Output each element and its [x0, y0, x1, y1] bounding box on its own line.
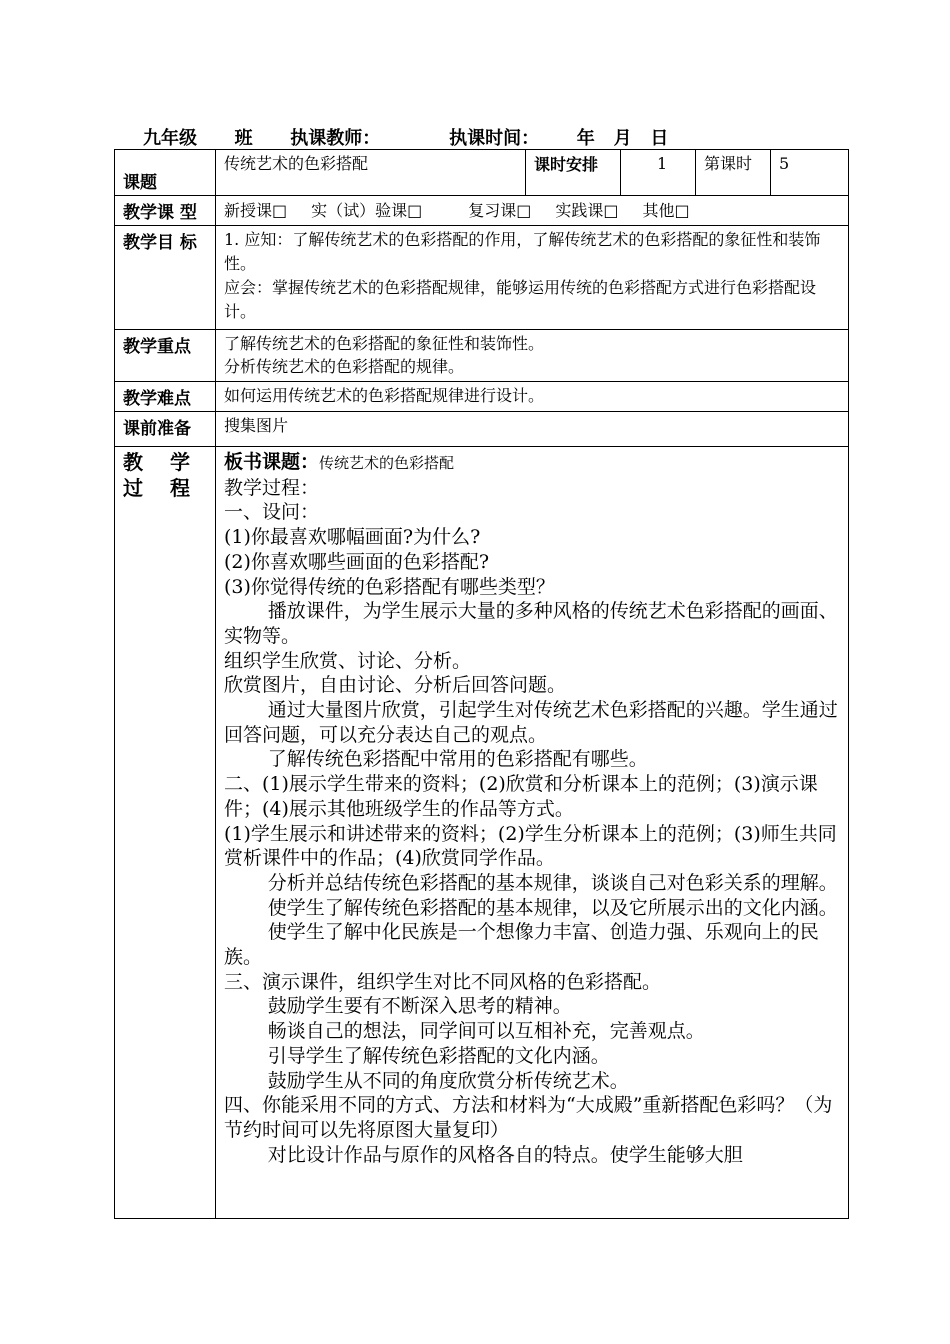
process-paragraph: 使学生了解传统色彩搭配的基本规律，以及它所展示出的文化内涵。	[267, 896, 838, 919]
lesson-plan-table	[114, 149, 849, 1219]
key-line-1: 了解传统艺术的色彩搭配的象征性和装饰性。	[224, 334, 545, 353]
type-label: 教学课 型	[115, 196, 216, 226]
type-row	[115, 196, 849, 226]
process-paragraph: 畅谈自己的想法，同学间可以互相补充，完善观点。	[267, 1020, 705, 1043]
process-paragraph: 播放课件，为学生展示大量的多种风格的传统艺术色彩搭配的画面、实物等。	[224, 600, 838, 647]
month: 月	[613, 128, 632, 149]
process-paragraph: 对比设计作品与原作的风格各自的特点。使学生能够大胆	[267, 1143, 743, 1166]
process-label: 教 学 过 程	[115, 447, 216, 1219]
process-paragraph: 三、演示课件，组织学生对比不同风格的色彩搭配。	[224, 970, 662, 993]
type-option-other[interactable]: 其他□	[642, 201, 690, 220]
difficulty-value: 如何运用传统艺术的色彩搭配规律进行设计。	[216, 382, 849, 412]
process-paragraph: 引导学生了解传统色彩搭配的文化内涵。	[267, 1044, 610, 1067]
type-option-experiment[interactable]: 实（试）验课□	[311, 201, 423, 220]
process-paragraph: 使学生了解中化民族是一个想像力丰富、创造力强、乐观向上的民族。	[224, 921, 819, 969]
teacher-label: 执课教师：	[290, 128, 381, 149]
key-row	[115, 330, 849, 382]
topic-value: 传统艺术的色彩搭配	[216, 150, 526, 196]
process-content	[216, 447, 849, 1219]
goal-label: 教学目 标	[115, 226, 216, 330]
process-paragraph: 了解传统色彩搭配中常用的色彩搭配有哪些。	[267, 748, 648, 771]
prep-label: 课前准备	[115, 412, 216, 447]
process-paragraph: 鼓励学生要有不断深入思考的精神。	[267, 995, 572, 1018]
type-option-review[interactable]: 复习课□	[468, 201, 532, 220]
process-paragraph: 二、(1)展示学生带来的资料；(2)欣赏和分析课本上的范例；(3)演示课件；(4)展示其他班级学生的作品等方式。	[224, 773, 818, 820]
type-options	[216, 196, 849, 226]
process-paragraphs	[224, 476, 842, 1168]
process-paragraph: 通过大量图片欣赏，引起学生对传统艺术色彩搭配的兴趣。学生通过回答问题，可以充分表达自己的观点。	[224, 699, 838, 746]
process-paragraph: 四、你能采用不同的方式、方法和材料为“大成殿”重新搭配色彩吗？（为节约时间可以先将原图大量复印）	[224, 1094, 833, 1141]
goal-line-2: 应会：掌握传统艺术的色彩搭配规律，能够运用传统的色彩搭配方式进行色彩搭配设计。	[224, 278, 817, 321]
key-line-2: 分析传统艺术的色彩搭配的规律。	[224, 357, 465, 376]
goal-line-1: 1. 应知：了解传统艺术的色彩搭配的作用，了解传统艺术的色彩搭配的象征性和装饰性。	[224, 230, 821, 273]
schedule-value: 1	[621, 150, 696, 196]
process-paragraph: 教学过程：	[224, 476, 320, 499]
process-paragraph: (3)你觉得传统的色彩搭配有哪些类型？	[224, 575, 555, 598]
topic-row	[115, 150, 849, 196]
process-paragraph: (1)学生展示和讲述带来的资料；(2)学生分析课本上的范例；(3)师生共同赏析课件中的作品；(4)欣赏同学作品。	[224, 822, 837, 870]
grade: 九年级	[143, 128, 197, 149]
board-title-line	[224, 450, 842, 476]
schedule-label: 课时安排	[526, 150, 621, 196]
process-row	[115, 447, 849, 1219]
class: 班	[234, 128, 253, 149]
board-value: 传统艺术的色彩搭配	[319, 454, 455, 472]
topic-label: 课题	[115, 150, 216, 196]
process-paragraph: (1)你最喜欢哪幅画面?为什么?	[224, 526, 481, 549]
type-option-new[interactable]: 新授课□	[224, 201, 288, 220]
process-paragraph: 分析并总结传统色彩搭配的基本规律，谈谈自己对色彩关系的理解。	[267, 871, 838, 894]
process-paragraph: 一、设问：	[224, 501, 320, 524]
process-paragraph: 鼓励学生从不同的角度欣赏分析传统艺术。	[267, 1069, 629, 1092]
year: 年	[576, 128, 595, 149]
process-paragraph: (2)你喜欢哪些画面的色彩搭配?	[224, 550, 490, 573]
type-option-practice[interactable]: 实践课□	[555, 201, 619, 220]
period-value: 5	[771, 150, 849, 196]
time-label: 执课时间：	[449, 128, 540, 149]
process-paragraph: 组织学生欣赏、讨论、分析。	[224, 649, 472, 672]
header-line	[143, 124, 668, 150]
difficulty-row	[115, 382, 849, 412]
difficulty-label: 教学难点	[115, 382, 216, 412]
goal-content	[216, 226, 849, 330]
key-label: 教学重点	[115, 330, 216, 382]
day: 日	[650, 128, 669, 149]
period-label: 第课时	[696, 150, 771, 196]
key-content	[216, 330, 849, 382]
goal-row	[115, 226, 849, 330]
process-paragraph: 欣赏图片，自由讨论、分析后回答问题。	[224, 674, 567, 697]
board-label: 板书课题：	[224, 451, 320, 473]
prep-row	[115, 412, 849, 447]
prep-value: 搜集图片	[216, 412, 849, 447]
